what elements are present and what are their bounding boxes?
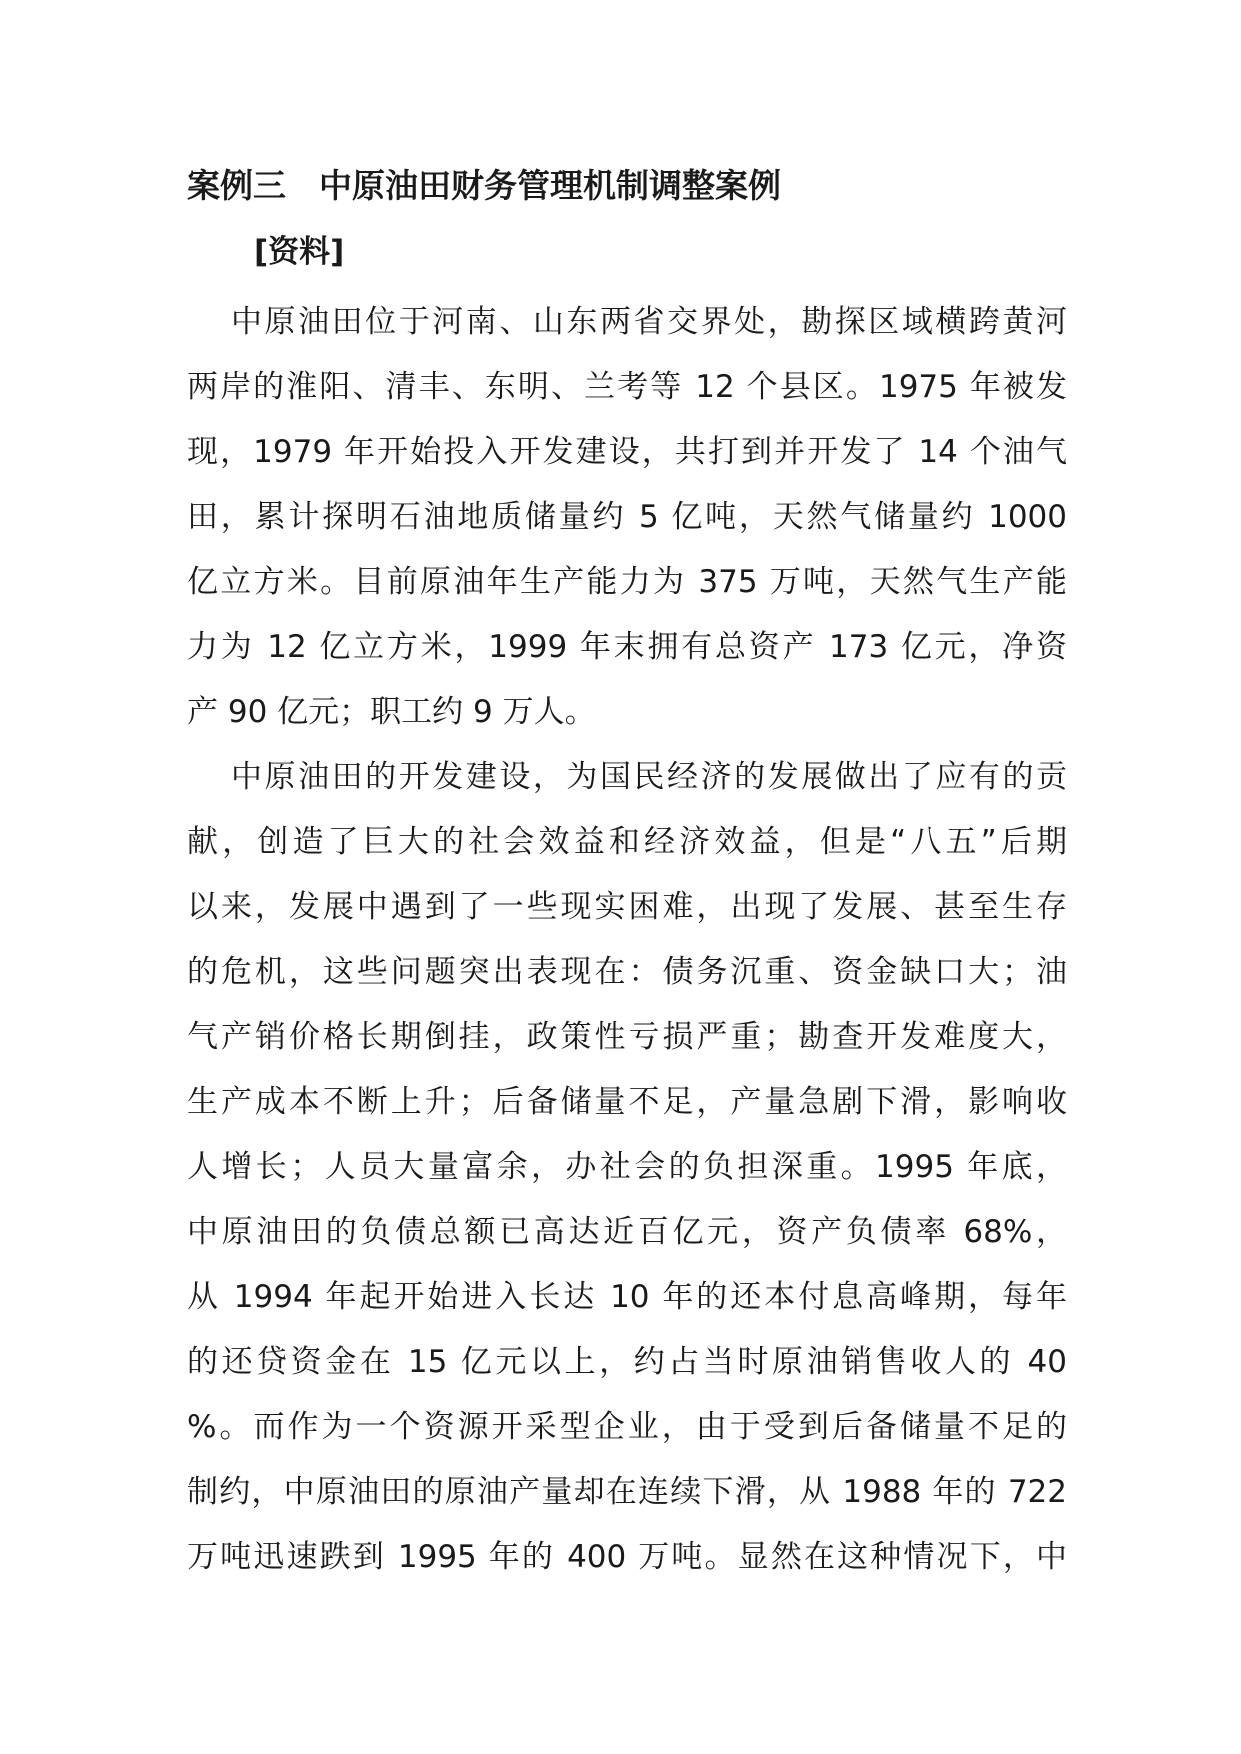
paragraph-2-line: 从 1994 年起开始进入长达 10 年的还本付息高峰期，每年 xyxy=(187,1279,1067,1315)
paragraph-2-line: 制约，中原油田的原油产量却在连续下滑，从 1988 年的 722 xyxy=(187,1474,1067,1510)
paragraph-2-line: %。而作为一个资源开采型企业，由于受到后备储量不足的 xyxy=(187,1409,1067,1445)
paragraph-2-line: 生产成本不断上升；后备储量不足，产量急剧下滑，影响收 xyxy=(187,1084,1067,1120)
paragraph-2-line: 万吨迅速跌到 1995 年的 400 万吨。显然在这种情况下，中 xyxy=(187,1539,1067,1575)
section-label: [资料] xyxy=(254,234,345,270)
paragraph-2-line: 献，创造了巨大的社会效益和经济效益，但是“八五”后期 xyxy=(187,824,1067,860)
paragraph-2-line: 中原油田的开发建设，为国民经济的发展做出了应有的贡 xyxy=(231,759,1067,795)
paragraph-2-line: 人增长；人员大量富余，办社会的负担深重。1995 年底， xyxy=(187,1149,1067,1185)
paragraph-1-line: 田，累计探明石油地质储量约 5 亿吨，天然气储量约 1000 xyxy=(187,499,1067,535)
paragraph-1-line: 中原油田位于河南、山东两省交界处，勘探区域横跨黄河 xyxy=(231,304,1067,340)
paragraph-2-line: 的还贷资金在 15 亿元以上，约占当时原油销售收人的 40 xyxy=(187,1344,1067,1380)
paragraph-2-line: 以来，发展中遇到了一些现实困难，出现了发展、甚至生存 xyxy=(187,889,1067,925)
paragraph-1-line: 现，1979 年开始投入开发建设，共打到并开发了 14 个油气 xyxy=(187,434,1067,470)
body-text xyxy=(187,290,1067,1590)
paragraph-1-line: 产 90 亿元；职工约 9 万人。 xyxy=(187,694,596,730)
paragraph-1-line: 两岸的淮阳、清丰、东明、兰考等 12 个县区。1975 年被发 xyxy=(187,369,1067,405)
case-title: 案例三 中原油田财务管理机制调整案例 xyxy=(187,166,781,205)
paragraph-2-line: 中原油田的负债总额已高达近百亿元，资产负债率 68%， xyxy=(187,1214,1067,1250)
paragraph-2-line: 气产销价格长期倒挂，政策性亏损严重；勘查开发难度大， xyxy=(187,1019,1067,1055)
paragraph-2-line: 的危机，这些问题突出表现在：债务沉重、资金缺口大；油 xyxy=(187,954,1067,990)
paragraph-1-line: 力为 12 亿立方米，1999 年末拥有总资产 173 亿元，净资 xyxy=(187,629,1067,665)
paragraph-1-line: 亿立方米。目前原油年生产能力为 375 万吨，天然气生产能 xyxy=(187,564,1067,600)
